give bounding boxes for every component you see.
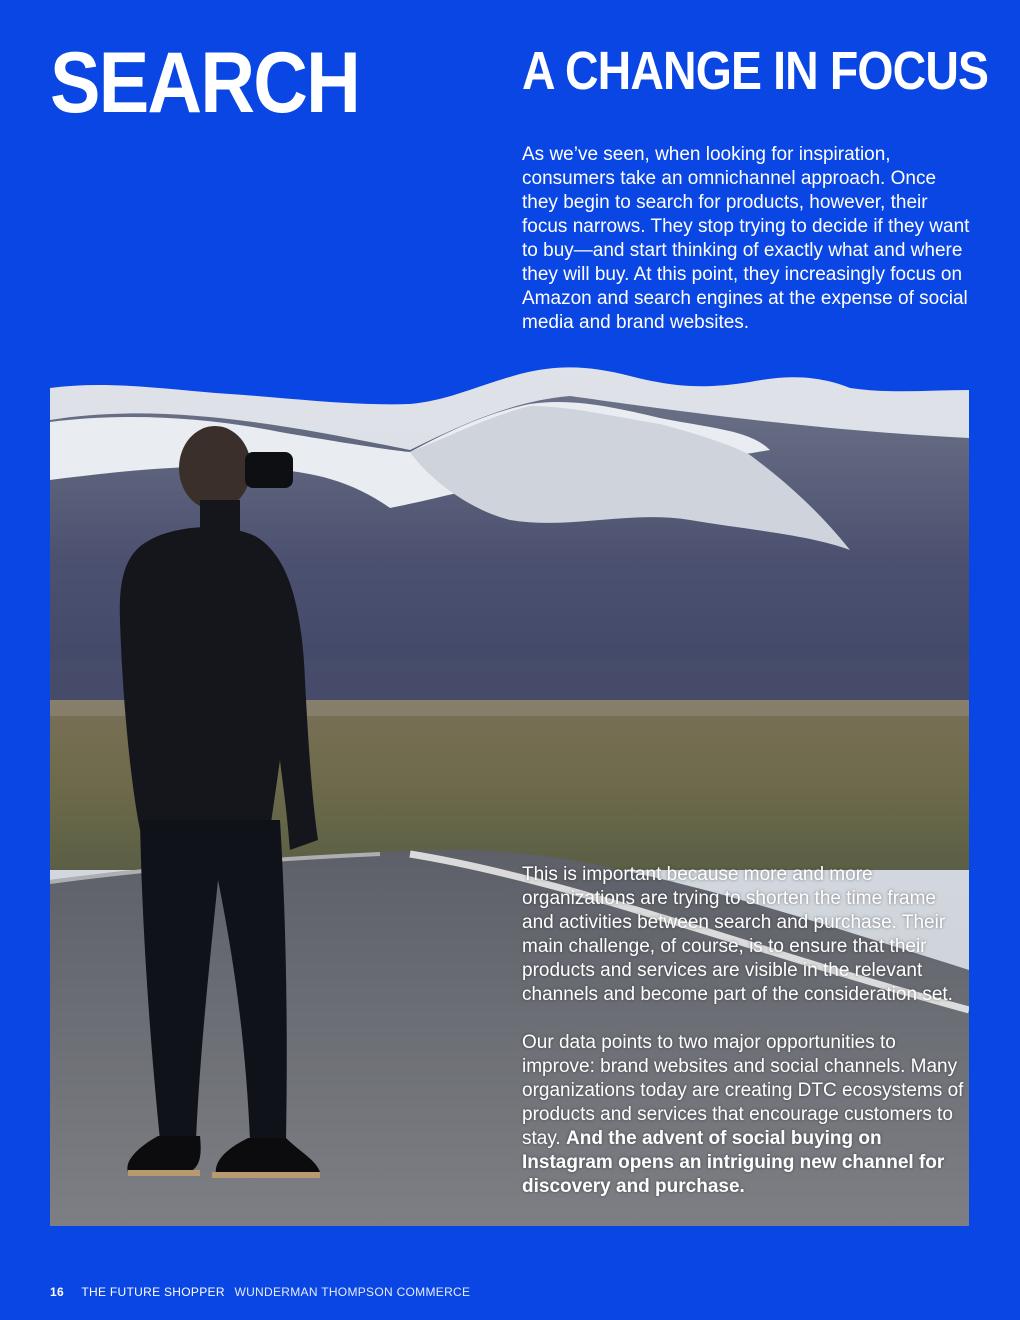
publication-name: THE FUTURE SHOPPER bbox=[81, 1285, 225, 1299]
paragraph-2-text: Our data points to two major opportunities to improve: brand websites and social channels. Many organizations today are creating DTC ecosystems of products and services that encourage customers to stay. bbox=[522, 1032, 964, 1149]
body-text bbox=[522, 863, 968, 1223]
paragraph-2-bold: And the advent of social buying on Instagram opens an intriguing new channel for discovery and purchase. bbox=[522, 1128, 945, 1197]
footer bbox=[50, 1285, 470, 1299]
page-number: 16 bbox=[50, 1285, 64, 1299]
headline: A CHANGE IN FOCUS bbox=[522, 41, 989, 101]
company-name: WUNDERMAN THOMPSON COMMERCE bbox=[234, 1285, 471, 1299]
section-title: SEARCH bbox=[50, 35, 360, 131]
paragraph-2 bbox=[522, 1031, 968, 1199]
intro-paragraph: As we’ve seen, when looking for inspiration, consumers take an omnichannel approach. Once they begin to search for products, however, their focus narrows. They stop trying to decide if they want to buy—and start thinking of exactly what and where they will buy. At this point, they increasingly focus on Amazon and search engines at the expense of social media and brand websites. bbox=[522, 144, 970, 333]
paragraph-1: This is important because more and more organizations are trying to shorten the time frame and activities between search and purchase. Their main challenge, of course, is to ensure that their products and services are visible in the relevant channels and become part of the consideration set. bbox=[522, 864, 953, 1005]
